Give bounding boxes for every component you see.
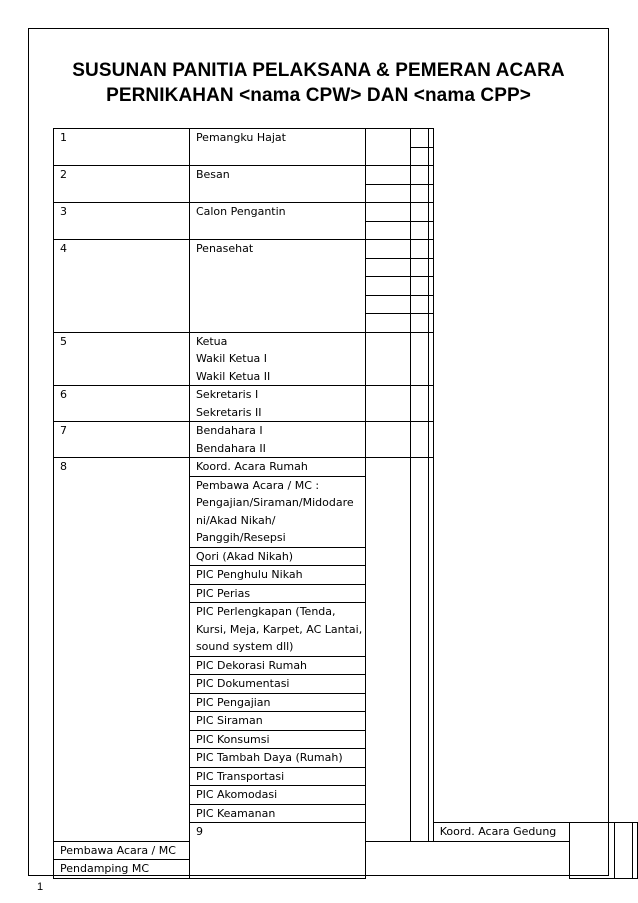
blank-cell — [615, 823, 633, 879]
role-cell — [189, 476, 365, 547]
role-cell — [189, 203, 365, 240]
role-label: Qori (Akad Nikah) — [195, 549, 294, 563]
blank-cell — [428, 184, 433, 203]
blank-cell — [428, 203, 433, 222]
blank-cell — [410, 386, 428, 422]
role-cell — [189, 240, 365, 333]
role-label: Pemangku Hajat — [195, 131, 286, 144]
blank-cell — [366, 184, 411, 203]
blank-cell — [428, 258, 433, 277]
blank-cell — [410, 295, 428, 314]
role-label: PIC Siraman — [195, 714, 263, 727]
role-label: Pembawa Acara / MC — [60, 843, 176, 857]
role-cell — [189, 656, 365, 675]
role-label: PIC Konsumsi — [195, 732, 270, 746]
blank-cell — [410, 129, 428, 148]
blank-cell — [428, 221, 433, 240]
blank-cell — [366, 129, 411, 166]
blank-cell — [366, 203, 411, 222]
role-label: Calon Pengantin — [195, 205, 286, 218]
blank-cell — [428, 314, 433, 333]
row-number: 8 — [54, 458, 190, 842]
role-label: Wakil Ketua II — [195, 369, 271, 383]
row-number: 1 — [54, 129, 190, 166]
role-cell — [189, 547, 365, 566]
role-cell — [433, 823, 569, 842]
role-label: Pengajian/Siraman/Midodare — [195, 496, 354, 509]
role-cell — [189, 675, 365, 694]
blank-cell — [410, 277, 428, 296]
blank-cell — [410, 258, 428, 277]
blank-cell — [570, 823, 615, 879]
blank-cell — [366, 295, 411, 314]
role-cell — [189, 422, 365, 458]
role-label: PIC Perlengkapan (Tenda, — [195, 605, 336, 618]
row-number: 4 — [54, 240, 190, 333]
title-line-2: PERNIKAHAN <nama CPW> DAN <nama CPP> — [106, 85, 531, 106]
role-cell — [189, 767, 365, 786]
role-cell — [189, 166, 365, 203]
role-label: Bendahara I — [195, 424, 263, 437]
role-label: PIC Keamanan — [195, 806, 276, 820]
blank-cell — [410, 166, 428, 185]
blank-cell — [366, 458, 411, 842]
role-cell — [189, 786, 365, 805]
page-title — [28, 58, 609, 108]
row-number: 6 — [54, 386, 190, 422]
role-cell — [189, 332, 365, 386]
role-label: PIC Dokumentasi — [195, 677, 290, 690]
role-label: PIC Pengajian — [195, 695, 271, 709]
role-cell — [189, 804, 365, 823]
blank-cell — [632, 823, 637, 879]
row-number: 7 — [54, 422, 190, 458]
role-cell — [54, 860, 190, 879]
role-cell — [189, 584, 365, 603]
blank-cell — [410, 332, 428, 386]
role-label: Ketua — [195, 334, 228, 348]
blank-cell — [428, 166, 433, 185]
role-label: PIC Penghulu Nikah — [195, 568, 303, 581]
blank-cell — [428, 295, 433, 314]
blank-cell — [410, 147, 428, 166]
role-label: Bendahara II — [195, 441, 266, 455]
blank-cell — [366, 258, 411, 277]
blank-cell — [410, 422, 428, 458]
role-cell — [189, 693, 365, 712]
blank-cell — [410, 203, 428, 222]
role-label: PIC Akomodasi — [195, 788, 278, 801]
role-cell — [189, 603, 365, 657]
role-cell — [189, 749, 365, 768]
role-label: PIC Perias — [195, 586, 251, 600]
role-label: Pembawa Acara / MC : — [195, 478, 320, 492]
role-label: PIC Transportasi — [195, 769, 285, 783]
role-label: Wakil Ketua I — [195, 352, 268, 365]
role-cell — [189, 712, 365, 731]
blank-cell — [428, 458, 433, 842]
role-cell — [189, 458, 365, 477]
role-cell — [54, 841, 190, 860]
role-cell — [189, 129, 365, 166]
blank-cell — [428, 147, 433, 166]
blank-cell — [366, 166, 411, 185]
role-label: Sekretaris II — [195, 405, 262, 419]
blank-cell — [366, 240, 411, 259]
role-label: Pendamping MC — [60, 862, 150, 875]
blank-cell — [366, 332, 411, 386]
blank-cell — [410, 314, 428, 333]
role-label: ni/Akad Nikah/ — [195, 513, 276, 527]
row-number: 3 — [54, 203, 190, 240]
blank-cell — [410, 221, 428, 240]
title-line-1: SUSUNAN PANITIA PELAKSANA & PEMERAN ACARA — [72, 60, 565, 81]
role-label: Penasehat — [195, 242, 254, 255]
blank-cell — [410, 458, 428, 842]
role-cell — [189, 386, 365, 422]
role-label: Koord. Acara Gedung — [439, 825, 557, 838]
blank-cell — [428, 129, 433, 148]
role-label: Sekretaris I — [195, 388, 259, 401]
role-label: Kursi, Meja, Karpet, AC Lantai, — [195, 622, 363, 636]
row-number: 5 — [54, 332, 190, 386]
blank-cell — [428, 386, 433, 422]
blank-cell — [366, 386, 411, 422]
role-cell — [189, 730, 365, 749]
blank-cell — [428, 422, 433, 458]
blank-cell — [410, 240, 428, 259]
role-label: sound system dll) — [195, 640, 294, 653]
blank-cell — [366, 422, 411, 458]
blank-cell — [410, 184, 428, 203]
blank-cell — [366, 314, 411, 333]
role-label: Besan — [195, 168, 230, 181]
blank-cell — [428, 240, 433, 259]
blank-cell — [428, 277, 433, 296]
role-label: Panggih/Resepsi — [195, 531, 286, 544]
row-number: 2 — [54, 166, 190, 203]
role-label: PIC Tambah Daya (Rumah) — [195, 751, 343, 764]
page-number: 1 — [37, 881, 44, 893]
blank-cell — [366, 221, 411, 240]
role-cell — [189, 566, 365, 585]
role-label: PIC Dekorasi Rumah — [195, 658, 308, 672]
committee-table — [53, 128, 638, 879]
role-label: Koord. Acara Rumah — [195, 460, 308, 473]
row-number: 9 — [189, 823, 365, 879]
blank-cell — [428, 332, 433, 386]
blank-cell — [366, 277, 411, 296]
